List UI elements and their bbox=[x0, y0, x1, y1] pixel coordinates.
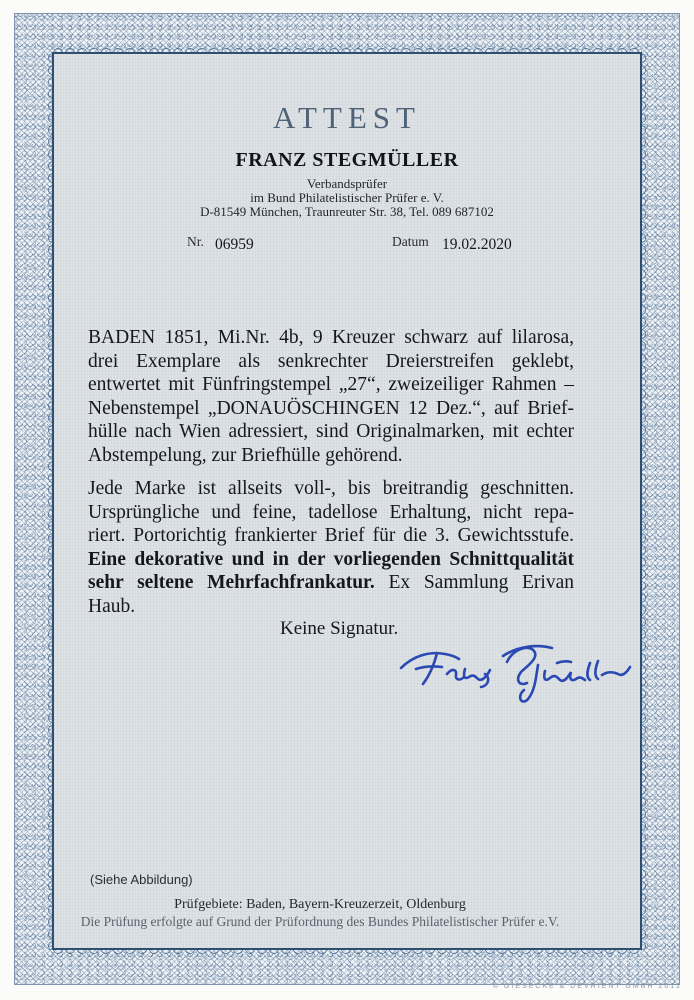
examiner-address: D-81549 München, Traunreuter Str. 38, Tel. 089 687102 bbox=[200, 204, 494, 219]
examiner-signature bbox=[395, 638, 632, 710]
certificate-meta-row bbox=[54, 234, 640, 256]
examiner-name: FRANZ STEGMÜLLER bbox=[235, 149, 459, 171]
border-scallop-top bbox=[52, 44, 642, 52]
examiner-role: Verbandsprüfer bbox=[306, 176, 388, 191]
paragraph-condition-assessment: Jede Marke ist allseits voll-, bis breitrandig geschnitten. Ursprüngliche und feine, tadellose Erhaltung, nicht repa- riert. Portorichtig frankierter Brief für die 3. Gewichtsstufe. Eine dekorative und in der vorliegenden Schnittqualität sehr seltene Mehrfachfrankatur. Ex Sammlung Erivan Haub. bbox=[88, 478, 574, 617]
paragraph-item-description: BADEN 1851, Mi.Nr. 4b, 9 Kreuzer schwarz auf lilarosa, drei Exemplare als senkrechter Dreierstreifen geklebt, entwertet mit Fünfringstempel „27“, zweizeiliger Rahmen – Nebenstempel „DONAUÖSCHINGEN 12 Dez.“, auf Brief- hülle nach Wien adressiert, sind Originalmarken, mit echter Abstempelung, zur Briefhülle gehörend. bbox=[88, 327, 574, 466]
see-image-note: (Siehe Abbildung) bbox=[90, 872, 193, 887]
footer-testing-areas: Prüfgebiete: Baden, Bayern-Kreuzerzeit, Oldenburg bbox=[174, 897, 466, 912]
printer-credit: © GIESECKE & DEVRIENT GMBH 2012 bbox=[492, 983, 682, 990]
attest-body bbox=[88, 326, 574, 618]
border-scallop-bottom bbox=[52, 950, 642, 958]
certificate-number: 06959 bbox=[215, 236, 254, 253]
certificate-title: ATTEST bbox=[273, 100, 421, 135]
date-label: Datum bbox=[392, 234, 429, 249]
certificate-paper bbox=[52, 52, 642, 950]
border-scallop-left bbox=[44, 52, 52, 950]
examiner-association: im Bund Philatelistischer Prüfer e. V. bbox=[250, 190, 444, 205]
signature-note: Keine Signatur. bbox=[280, 618, 399, 639]
footer-regulation-note: Die Prüfung erfolgte auf Grund der Prüfordnung des Bundes Philatelistischer Prüfer e.V. bbox=[80, 914, 560, 929]
border-scallop-right bbox=[642, 52, 650, 950]
number-label: Nr. bbox=[187, 234, 204, 249]
certificate-date: 19.02.2020 bbox=[442, 236, 512, 253]
